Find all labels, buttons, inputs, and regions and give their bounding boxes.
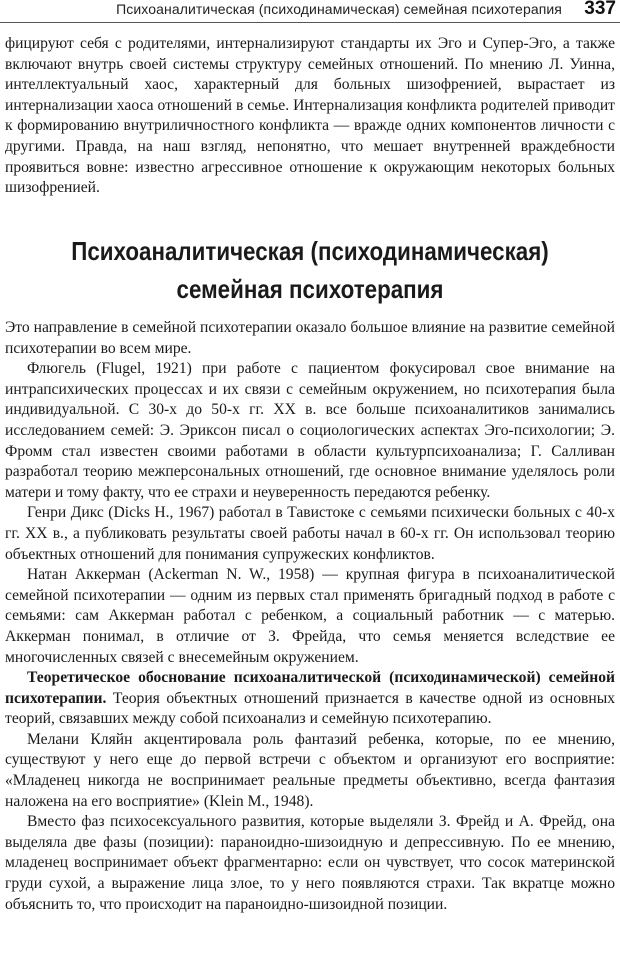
page-number: 337 <box>584 0 616 19</box>
paragraph-3: Генри Дикс (Dicks H., 1967) работал в Тавистоке с семьями психически больных с 40-х гг. XX в., а публиковать результаты своей работы начал в 60-х гг. Он использовал теорию объектных отношений для понимания супружеских конфликтов. <box>5 504 615 563</box>
paragraph-2: Флюгель (Flugel, 1921) при работе с пациентом фокусировал свое внимание на интрапсихических процессах и их связи с семейным окружением, но психотерапия была индивидуальной. С 30-х до 50-х гг. XX в. все больше психоаналитиков занимались исследованием семей: Э. Эриксон писал о социологических аспектах Эго-психологии; Э. Фромм стал известен своими работами в области культурпсихоанализа; Г. Салливан разработал теорию межперсональных отношений, где основное внимание уделялось роли матери и тому факту, что ее страхи и неуверенность передаются ребенку. <box>5 360 615 501</box>
section-heading <box>43 232 576 308</box>
running-header <box>0 0 620 23</box>
paragraph-7: Вместо фаз психосексуального развития, которые выделяли З. Фрейд и А. Фрейд, она выделяла две фазы (позиции): параноидно-шизоидную и депрессивную. По ее мнению, младенец воспринимает объект фрагментарно: если он чувствует, что сосок материнской груди сухой, а выражение лица злое, то у него появляются страхи. Так вкратце можно объяснить то, что происходит на параноидно-шизоидной позиции. <box>5 813 615 913</box>
run-in-heading: Теоретическое обоснование психоаналитической (психодинамической) семейной психотерапии. <box>5 669 615 707</box>
intro-text-block <box>5 34 615 199</box>
paragraph-5 <box>5 668 615 730</box>
running-title: Психоаналитическая (психодинамическая) семейная психотерапия <box>116 1 562 17</box>
paragraph-5-text: Теория объектных отношений признается в качестве одной из основных теорий, связавших между собой психоанализ и семейную психотерапию. <box>5 689 615 728</box>
paragraph-6: Мелани Кляйн акцентировала роль фантазий ребенка, которые, по ее мнению, существуют у него еще до первой встречи с объектом и организуют его восприятие: «Младенец никогда не воспринимает реальные предметы объективно, всегда фантазия наложена на его восприятие» (Klein M., 1948). <box>5 730 615 810</box>
paragraph-1: Это направление в семейной психотерапии оказало большое влияние на развитие семейной психотерапии во всем мире. <box>5 319 615 357</box>
paragraph-4: Натан Аккерман (Ackerman N. W., 1958) — крупная фигура в психоаналитической семейной психотерапии — одним из первых стал применять бригадный подход в работе с семьями: сам Аккерман работал с ребенком, а социальный работник — с матерью. Аккерман понимал, в отличие от З. Фрейда, что семья меняется вследствие ее многочисленных связей с внесемейным окружением. <box>5 566 615 666</box>
section-heading-line-2: семейная психотерапия <box>176 274 444 304</box>
section-heading-line-1: Психоаналитическая (психодинамическая) <box>71 236 549 266</box>
intro-paragraph: фицируют себя с родителями, интернализируют стандарты их Эго и Супер-Эго, а также включают внутрь своей системы структуру семейных отношений. По мнению Л. Уинна, интеллектуальный хаос, характерный для больных шизофренией, вырастает из интернализации хаоса отношений в семье. Интернализация конфликта родителей приводит к формированию внутриличностного конфликта — вражде одних компонентов личности с другими. Правда, на наш взгляд, непонятно, что мешает внутренней враждебности проявиться вовне: известно агрессивное отношение к окружающим некоторых больных шизофренией. <box>5 35 615 197</box>
main-text-block <box>5 318 615 915</box>
